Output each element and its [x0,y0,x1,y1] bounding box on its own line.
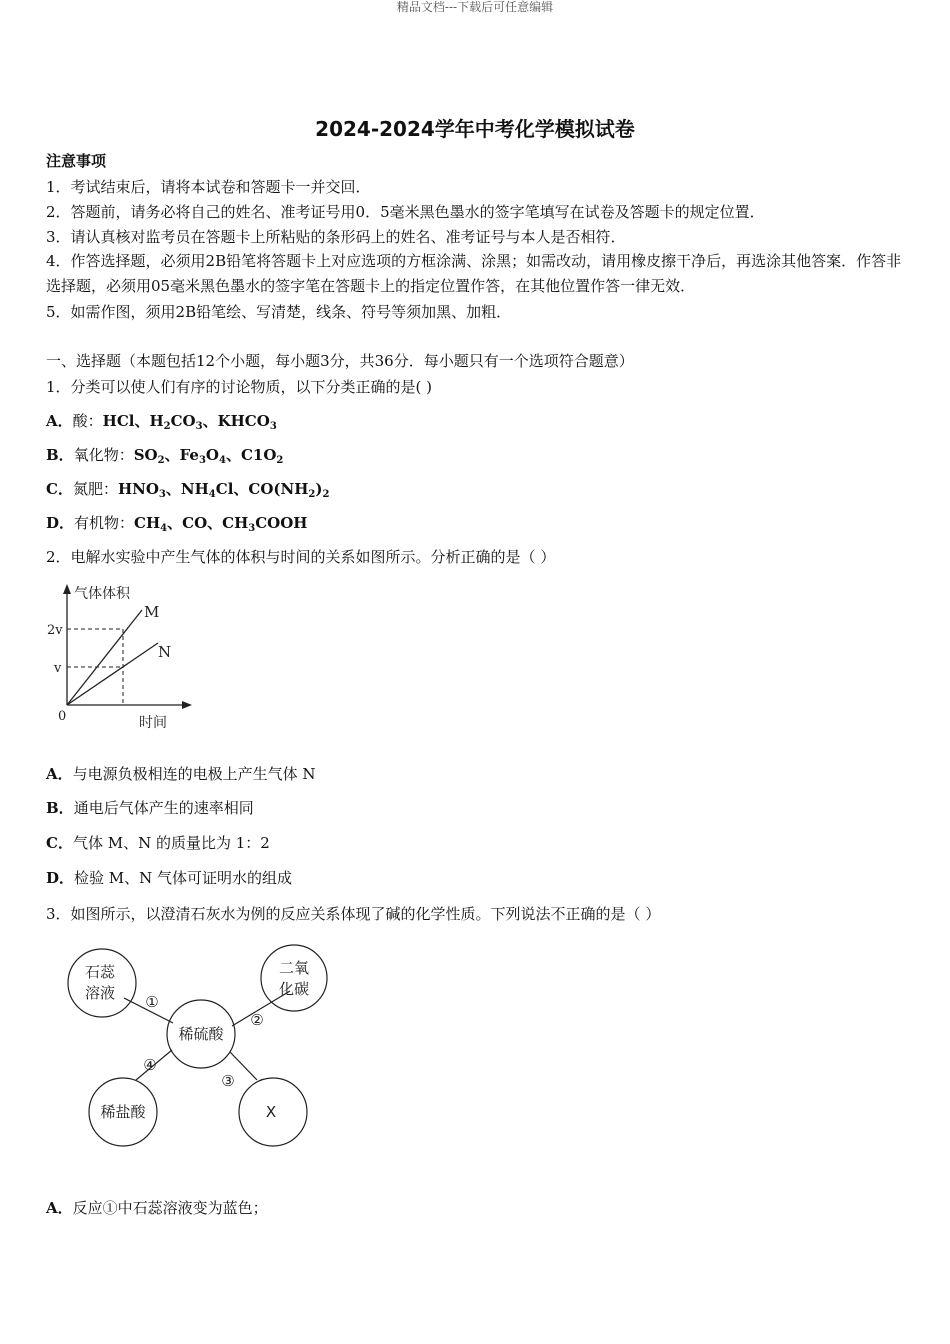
q1-option-c [46,479,329,499]
formula-part: O [205,446,219,464]
subscript: 3 [198,455,206,466]
q3-stem: 3．如图所示，以澄清石灰水为例的反应关系体现了碱的化学性质。下列说法不正确的是（ ） [46,905,661,923]
subscript: 2 [157,455,165,466]
formula-part: CH [134,514,161,532]
subscript: 4 [160,523,168,534]
tick-v: v [54,661,62,676]
q2-option-c [46,833,270,853]
mark-3: ③ [221,1072,235,1090]
line-n [67,643,158,705]
mark-1: ① [145,993,159,1011]
subscript: 3 [269,421,277,432]
notice-item-1: 1．考试结束后，请将本试卷和答题卡一并交回． [46,178,371,196]
node-co2 [261,945,327,1011]
option-text: 气体 M、N 的质量比为 1：2 [72,834,270,852]
page-title: 2024-2024学年中考化学模拟试卷 [315,117,635,141]
subscript: 4 [208,489,216,500]
option-text: 氮肥： [72,480,118,498]
option-label: C． [46,834,73,852]
tick-2v: 2v [47,623,63,638]
x-arrow [182,701,192,709]
formula-part: 、CO、CH [167,514,249,532]
formula-part: CO [170,412,196,430]
node-litmus-line1: 石蕊 [84,963,116,981]
node-co2-line2: 化碳 [278,980,310,998]
node-litmus-line2: 溶液 [84,984,116,1002]
q2-option-a [46,764,316,784]
subscript: 2 [276,455,284,466]
option-text: 检验 M、N 气体可证明水的组成 [74,869,293,887]
option-text: 与电源负极相连的电极上产生气体 N [72,765,316,783]
option-label: B． [46,446,74,464]
line-m [67,610,142,705]
node-hcl-label: 稀盐酸 [100,1103,146,1121]
subscript: 3 [248,523,256,534]
origin-label: 0 [58,709,67,724]
notice-item-3: 3．请认真核对监考员在答题卡上所粘贴的条形码上的姓名、准考证号与本人是否相符． [46,228,626,246]
section-heading: 一、选择题（本题包括12个小题，每小题3分，共36分．每小题只有一个选项符合题意） [46,352,634,370]
notice-item-5: 5．如需作图，须用2B铅笔绘、写清楚，线条、符号等须加黑、加粗． [46,303,512,321]
node-x-label: X [265,1103,277,1121]
subscript: 2 [322,489,330,500]
subscript: 2 [308,489,316,500]
option-text: 有机物： [74,514,135,532]
subscript: 4 [219,455,226,466]
q2-stem: 2．电解水实验中产生气体的体积与时间的关系如图所示。分析正确的是（ ） [46,548,556,566]
formula-part: 、KHCO [202,412,270,430]
q3-reaction-diagram [60,940,340,1155]
formula-part: Cl、CO(NH [215,480,309,498]
x-axis-label: 时间 [139,715,167,731]
subscript: 2 [163,421,171,432]
mark-2: ② [250,1011,264,1029]
option-text: 通电后气体产生的速率相同 [73,799,254,817]
q2-option-b [46,798,254,818]
notice-item-4: 4．作答选择题，必须用2B铅笔将答题卡上对应选项的方框涂满、涂黑；如需改动，请用橡皮擦干净后，再选涂其他答案．作答非选择题，必须用05毫米黑色墨水的签字笔在答题卡上的指定位置作答，在其他位置作答一律无效． [46,252,902,295]
q1-option-b [46,445,283,465]
q1-option-d [46,513,307,533]
option-label: D． [46,514,75,532]
y-axis-label: 气体体积 [74,586,130,602]
formula-part: COOH [255,514,308,532]
notice-heading: 注意事项 [46,152,107,170]
mark-4: ④ [143,1056,157,1074]
formula-part: ) [315,480,323,498]
formula-part: HCl、H [102,412,164,430]
label-n: N [158,643,172,661]
formula-part: 、NH [165,480,209,498]
q1-stem: 1．分类可以使人们有序的讨论物质，以下分类正确的是( ) [46,378,433,396]
page-header: 精品文档---下载后可任意编辑 [396,0,554,14]
y-arrow [63,584,71,594]
option-text: 反应①中石蕊溶液变为蓝色； [72,1199,268,1217]
formula-part: 、Fe [164,446,199,464]
formula-part: 、C1O [225,446,277,464]
option-label: C． [46,480,73,498]
option-label: A． [46,765,73,783]
node-co2-line1: 二氧 [278,959,310,977]
q3-option-a [46,1198,268,1218]
option-label: D． [46,869,75,887]
node-center-label: 稀硫酸 [178,1025,224,1043]
label-m: M [144,603,160,621]
option-label: A． [46,1199,73,1217]
node-litmus [68,949,136,1017]
notice-item-2: 2．答题前，请务必将自己的姓名、准考证号用0．5毫米黑色墨水的签字笔填写在试卷及答题卡的规定位置． [46,203,765,221]
formula-part: SO [133,446,158,464]
option-label: B． [46,799,74,817]
subscript: 3 [158,489,166,500]
q2-option-d [46,868,292,888]
option-label: A． [46,412,73,430]
option-text: 氧化物： [73,446,134,464]
formula-part: HNO [117,480,159,498]
q1-option-a [46,411,277,431]
subscript: 3 [195,421,203,432]
q2-volume-time-graph [47,580,210,735]
option-text: 酸： [72,412,103,430]
